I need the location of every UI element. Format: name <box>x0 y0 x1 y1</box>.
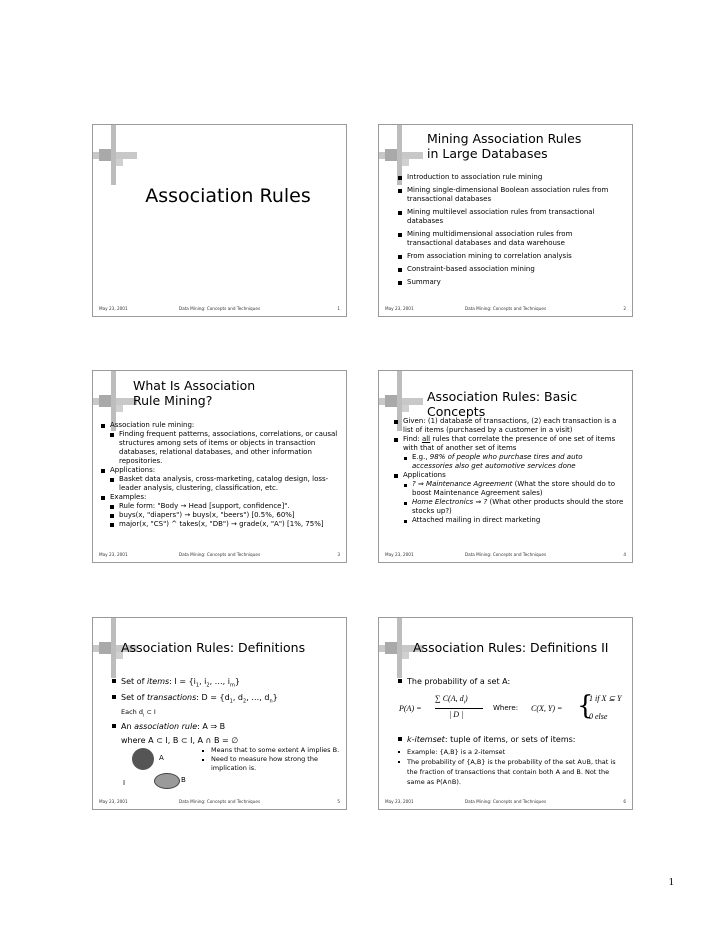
slide-6 <box>378 617 633 810</box>
slide-5 <box>92 617 347 810</box>
list-item: From association mining to correlation analysis <box>397 252 619 261</box>
footer-course: Data Mining: Concepts and Techniques <box>464 799 547 804</box>
footer-date: May 23, 2001 <box>385 799 414 804</box>
slide-1 <box>92 124 347 317</box>
list-item: An association rule: A ⇒ B <box>111 721 341 732</box>
bullet-list <box>111 676 341 746</box>
slide-title: Mining Association Rules in Large Databases <box>427 131 582 161</box>
list-item: ? ⇒ Maintenance Agreement (What the store should do to boost Maintenance Agreement sales) <box>393 480 625 498</box>
case-1: 1 if X ⊆ Y <box>589 694 622 703</box>
list-item: Example: {A,B} is a 2-itemset <box>397 747 627 757</box>
list-item: Applications <box>393 471 625 480</box>
slide-footer <box>99 799 340 807</box>
bullet-list <box>397 173 619 287</box>
slide-title: Association Rules: Definitions <box>121 640 306 655</box>
page-number: 1 <box>668 876 674 888</box>
slide-title: Association Rules: Basic Concepts <box>427 389 578 419</box>
slide-number: 4 <box>623 552 626 557</box>
footer-date: May 23, 2001 <box>99 552 128 557</box>
footer-course: Data Mining: Concepts and Techniques <box>178 552 261 557</box>
slide-number: 6 <box>623 799 626 804</box>
case-2: 0 else <box>589 712 608 721</box>
slide-footer <box>99 306 340 314</box>
list-item: Set of items: $I = \{i_1$, $i_2$, …, $i_m$} <box>111 676 341 692</box>
slide-title: Association Rules <box>145 185 311 207</box>
slide-number: 5 <box>337 799 340 804</box>
footer-date: May 23, 2001 <box>385 306 414 311</box>
list-item: Association rule mining: <box>100 421 340 430</box>
corner-decoration <box>93 125 137 185</box>
list-item: The probability of a set A: <box>397 676 627 687</box>
list-item: Examples: <box>100 493 340 502</box>
slide-number: 3 <box>337 552 340 557</box>
formula-numerator: ∑ C(A, $d_i$) <box>435 694 468 706</box>
footer-course: Data Mining: Concepts and Techniques <box>178 306 261 311</box>
formula-lhs: P(A) = <box>399 704 422 713</box>
list-item: Mining multidimensional association rules from transactional databases and data warehouse <box>397 230 619 248</box>
list-item: Introduction to association rule mining <box>397 173 619 182</box>
list-item: Mining multilevel association rules from transactional databases <box>397 208 619 226</box>
list-item: major(x, "CS") ^ takes(x, "DB") → grade(x, "A") [1%, 75%] <box>100 520 340 529</box>
list-item: Basket data analysis, cross-marketing, catalog design, loss-leader analysis, clustering, classification, etc. <box>100 475 340 493</box>
itemset-list <box>397 734 627 745</box>
slide-title: Association Rules: Definitions II <box>413 640 609 655</box>
list-item: Attached mailing in direct marketing <box>393 516 625 525</box>
list-item: Home Electronics ⇒ ? (What other products should the store stocks up?) <box>393 498 625 516</box>
list-item: where A ⊂ I, B ⊂ I, A ∩ B = ∅ <box>121 736 239 746</box>
slide-2 <box>378 124 633 317</box>
list-item: Applications: <box>100 466 340 475</box>
list-item: Set of transactions: $D = \{d_1$, $d_2$, …, $d_n$} <box>111 692 341 708</box>
venn-circle-a <box>132 748 154 770</box>
list-item: Rule form: "Body → Head [support, confidence]". <box>100 502 340 511</box>
footer-date: May 23, 2001 <box>99 799 128 804</box>
slide-3 <box>92 370 347 563</box>
list-item: buys(x, "diapers") → buys(x, "beers") [0.5%, 60%] <box>100 511 340 520</box>
list-item: Need to measure how strong the implication is. <box>201 755 341 773</box>
list-item: Find: all rules that correlate the presence of one set of items with that of another set of items <box>393 435 625 453</box>
list-item: k-itemset: tuple of items, or sets of items: <box>397 734 627 745</box>
list-item: Means that to some extent A implies B. <box>201 746 341 755</box>
brace: { <box>577 691 594 721</box>
footer-date: May 23, 2001 <box>99 306 128 311</box>
slide-footer <box>385 799 626 807</box>
fraction-bar <box>435 708 483 709</box>
venn-label-i: I <box>123 779 126 787</box>
slide-number: 1 <box>337 306 340 311</box>
formula-rhs: C(X, Y) = <box>531 704 563 713</box>
slide-footer <box>385 552 626 560</box>
itemset-detail <box>397 747 627 787</box>
venn-circle-b <box>154 773 180 789</box>
list-item: Summary <box>397 278 619 287</box>
venn-label-a: A <box>159 754 164 762</box>
bullet-list <box>100 421 340 529</box>
footer-course: Data Mining: Concepts and Techniques <box>464 306 547 311</box>
slide-footer <box>99 552 340 560</box>
footer-course: Data Mining: Concepts and Techniques <box>464 552 547 557</box>
footer-date: May 23, 2001 <box>385 552 414 557</box>
list-item: Given: (1) database of transactions, (2) each transaction is a list of items (purchased by a customer in a visit) <box>393 417 625 435</box>
footer-course: Data Mining: Concepts and Techniques <box>178 799 261 804</box>
slide-footer <box>385 306 626 314</box>
list-item: Mining single-dimensional Boolean association rules from transactional databases <box>397 186 619 204</box>
slide-title: What Is Association Rule Mining? <box>133 378 256 408</box>
where-label: Where: <box>493 704 519 712</box>
explanation-list <box>201 746 341 773</box>
slide-number: 2 <box>623 306 626 311</box>
venn-diagram <box>119 744 189 792</box>
list-item: E.g., 98% of people who purchase tires and auto accessories also get automotive services done <box>393 453 625 471</box>
list-item: Constraint-based association mining <box>397 265 619 274</box>
bullet-list <box>393 417 625 525</box>
formula-denominator: | D | <box>449 710 464 719</box>
bullet-list <box>397 676 627 687</box>
list-item: Each $d_i$ ⊂ I <box>121 708 156 719</box>
venn-label-b: B <box>181 776 186 784</box>
probability-formula <box>399 692 629 726</box>
list-item: Finding frequent patterns, associations, correlations, or causal structures among sets of items or objects in transaction databases, relational databases, and other information repositories. <box>100 430 340 466</box>
list-item: The probability of {A,B} is the probability of the set A∪B, that is the fraction of transactions that contain both A and B. Not the same as P(A∩B). <box>397 757 627 787</box>
slide-4 <box>378 370 633 563</box>
